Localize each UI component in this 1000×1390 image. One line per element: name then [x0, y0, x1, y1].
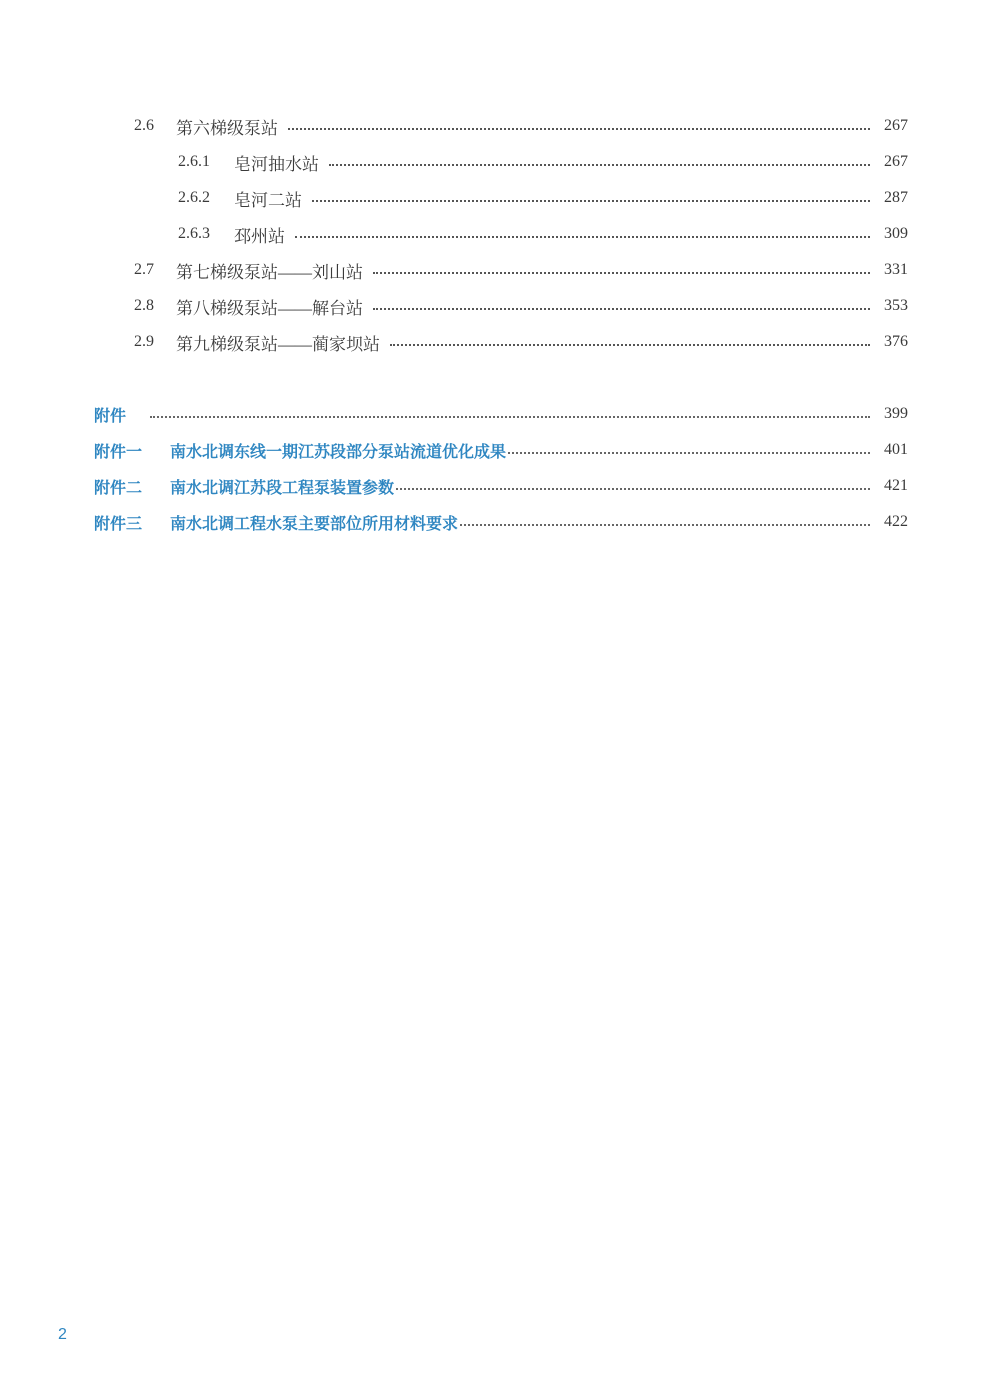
- appendix-label: 附件一: [94, 441, 143, 461]
- leader-dots: [295, 234, 870, 238]
- toc-entry-page: 422: [884, 513, 908, 530]
- toc-entry-page: 421: [884, 477, 908, 494]
- toc-entry-2-6-2[interactable]: [178, 184, 908, 212]
- toc-entry-page: 399: [884, 405, 908, 422]
- toc-entry-number: 2.6.1: [178, 153, 210, 170]
- toc-appendix-3[interactable]: [94, 508, 908, 536]
- appendix-title: 南水北调东线一期江苏段部分泵站流道优化成果: [170, 441, 507, 461]
- leader-dots: [288, 126, 870, 130]
- leader-dots: [329, 162, 870, 166]
- toc-entry-title: 第七梯级泵站——刘山站: [176, 262, 363, 282]
- toc-entry-page: 287: [884, 189, 908, 206]
- leader-dots: [373, 306, 870, 310]
- toc-appendix-1[interactable]: [94, 436, 908, 464]
- toc-entry-2-6-1[interactable]: [178, 148, 908, 176]
- toc-entry-2-8[interactable]: [134, 292, 908, 320]
- leader-dots: [390, 342, 870, 346]
- toc-entry-page: 376: [884, 333, 908, 350]
- toc-entry-page: 309: [884, 225, 908, 242]
- toc-entry-number: 2.8: [134, 297, 154, 314]
- toc-entry-page: 267: [884, 117, 908, 134]
- leader-dots: [373, 270, 870, 274]
- toc-entry-page: 267: [884, 153, 908, 170]
- toc-entry-title: 皂河二站: [234, 190, 302, 210]
- appendix-label: 附件二: [94, 477, 143, 497]
- toc-entry-number: 2.7: [134, 261, 154, 278]
- leader-dots: [460, 522, 870, 526]
- toc-entry-number: 2.6.2: [178, 189, 210, 206]
- toc-appendix-main[interactable]: [94, 400, 908, 428]
- leader-dots: [396, 486, 870, 490]
- toc-entry-2-6-3[interactable]: [178, 220, 908, 248]
- appendix-label: 附件: [94, 405, 127, 425]
- toc-entry-title: 皂河抽水站: [234, 154, 319, 174]
- toc-appendix-2[interactable]: [94, 472, 908, 500]
- toc-entry-page: 401: [884, 441, 908, 458]
- toc-entry-title: 邳州站: [234, 226, 285, 246]
- toc-entry-2-9[interactable]: [134, 328, 908, 356]
- toc-entry-number: 2.6: [134, 117, 154, 134]
- appendix-title: 南水北调江苏段工程泵装置参数: [170, 477, 395, 497]
- toc-entry-title: 第八梯级泵站——解台站: [176, 298, 363, 318]
- toc-entry-2-7[interactable]: [134, 256, 908, 284]
- leader-dots: [150, 414, 870, 418]
- appendix-title: 南水北调工程水泵主要部位所用材料要求: [170, 513, 459, 533]
- page-number: 2: [58, 1326, 67, 1343]
- appendix-label: 附件三: [94, 513, 143, 533]
- toc-entry-title: 第六梯级泵站: [176, 118, 278, 138]
- toc-entry-number: 2.6.3: [178, 225, 210, 242]
- toc-entry-title: 第九梯级泵站——蔺家坝站: [176, 334, 380, 354]
- toc-entry-page: 353: [884, 297, 908, 314]
- leader-dots: [312, 198, 870, 202]
- leader-dots: [508, 450, 870, 454]
- toc-entry-number: 2.9: [134, 333, 154, 350]
- toc-entry-page: 331: [884, 261, 908, 278]
- toc-entry-2-6[interactable]: [134, 112, 908, 140]
